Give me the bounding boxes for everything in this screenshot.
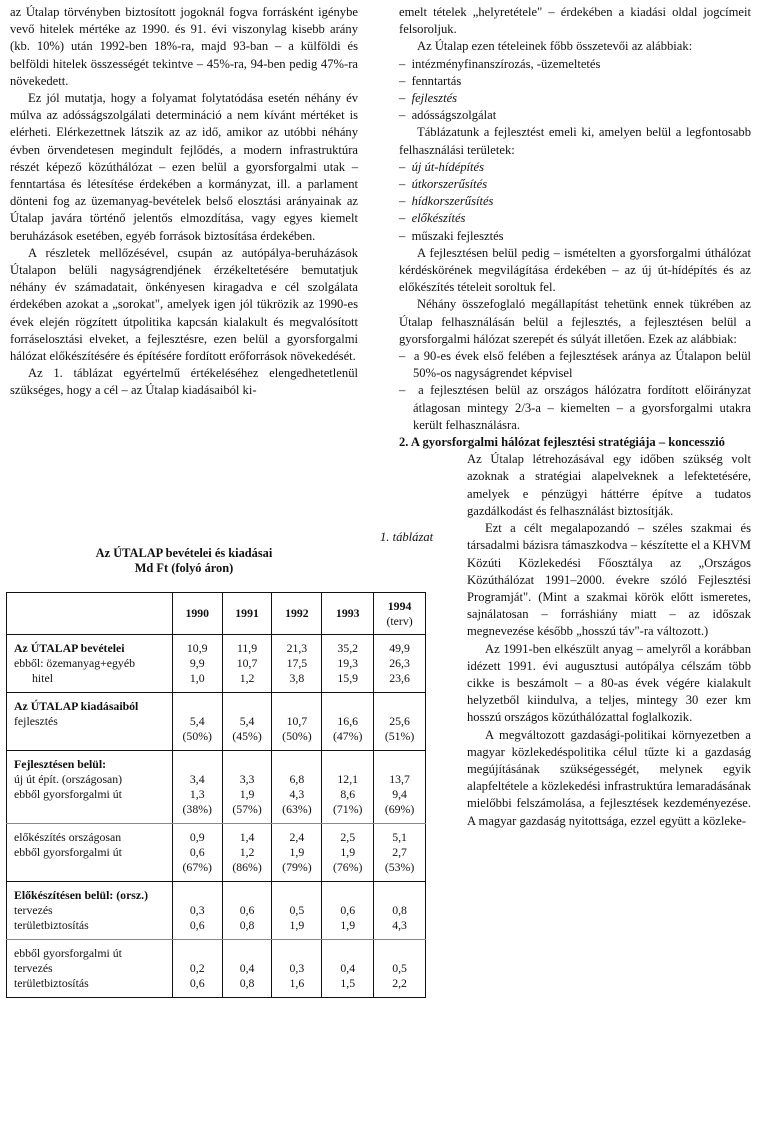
list-item: – útkorszerűsítés [399, 176, 751, 193]
cell-value: 0,8 [239, 976, 255, 990]
cell-value: 0,8 [392, 903, 407, 917]
value-cell [272, 882, 322, 940]
cell-value: 1,6 [289, 976, 305, 990]
value-cell [322, 693, 374, 751]
cell-value: 26,3 [389, 656, 410, 670]
cell-value [272, 946, 321, 961]
year-header-label: 1994 [387, 598, 412, 613]
value-cell [222, 882, 272, 940]
row-label: Az ÚTALAP bevételei [14, 641, 125, 655]
table-row [7, 693, 426, 751]
cell-value: 1,2 [239, 845, 255, 859]
value-cell [222, 824, 272, 882]
left-paragraph-2: Ez jól mutatja, hogy a folyamat folytatódása esetén néhány év múlva az adósságszolgálati determináció a nem kívánt mértéket is elérheti. Elérkezettnek látszik az az idő, amikor az utóbbi néhány évben örvendetesen megindult fejlődés, a modern infrastruktúra részét képező közúthálózat – ezen belül a gyorsforgalmi utak – fenntartása és létesítése érdekében a kormányzat, ill. a parlament dönteni fog az üzemanyag-bevételek belső elosztási arányainak az Útalap javára történő jelentős elmozdítása, vagy egyes kiemelt beruházások esetében, egyéb források biztosítása érdekében. [10, 91, 358, 243]
year-header: 1991 [222, 593, 272, 635]
row-label: ebből: özemanyag+egyéb [14, 656, 135, 670]
table-caption: 1. táblázat [380, 530, 434, 544]
table-body [7, 635, 426, 998]
cell-value: (86%) [232, 860, 262, 874]
cell-value: 11,9 [236, 641, 258, 655]
row-label-cell [7, 693, 173, 751]
cell-value: 21,3 [286, 641, 308, 655]
value-cell [172, 824, 222, 882]
cell-value: (53%) [384, 860, 415, 874]
table-title-line-2: Md Ft (folyó áron) [134, 561, 234, 575]
right-paragraph-7: Ezt a célt megalapozandó – széles szakmai és társadalmi bázisra támaszkodva – készítette el a KHVM Közúti Közlekedési Főosztálya az „Országos Közúthálózat 1991–2000. évekre szóló Fejlesztési Programját". (Mint a szakmai körök előtt ismeretes, sajnálatosan – forráshiány miatt – az időszak megnevezése később „hosszú táv"-ra változott.) [467, 521, 751, 639]
cell-value: 9,9 [189, 656, 205, 670]
expense-items-list [399, 56, 751, 125]
cell-value: (38%) [182, 802, 212, 816]
value-cell [272, 824, 322, 882]
cell-value: 1,9 [239, 787, 255, 801]
cell-value: 0,6 [340, 903, 356, 917]
row-label: előkészítés országosan [14, 830, 122, 844]
cell-value [374, 946, 425, 961]
year-header: 1990 [172, 593, 222, 635]
cell-value: 19,3 [337, 656, 359, 670]
cell-value: 0,2 [189, 961, 205, 975]
cell-value: (57%) [232, 802, 262, 816]
right-paragraph-3: Táblázatunk a fejlesztést emeli ki, amelyen belül a legfontosabb felhasználási területek: [399, 125, 751, 157]
cell-value: 13,7 [389, 772, 410, 786]
row-label: fejlesztés [14, 714, 58, 728]
year-header: 1992 [272, 593, 322, 635]
cell-value: 5,1 [392, 830, 407, 844]
cell-value: 10,7 [236, 656, 258, 670]
value-cell [374, 882, 426, 940]
cell-value: 4,3 [289, 787, 305, 801]
cell-value: 6,8 [289, 772, 305, 786]
cell-value [272, 757, 321, 772]
value-cell [222, 940, 272, 998]
list-item: – adósságszolgálat [399, 107, 751, 124]
value-cell [322, 882, 374, 940]
cell-value: 49,9 [389, 641, 410, 655]
cell-value [223, 888, 272, 903]
right-paragraph-6: Az Útalap létrehozásával egy időben szükség volt azoknak a stratégiai alapelveknek a lefektetésére, amelyek e pénzügyi háttérre építve a tudatos gazdálkodást és felhasználást biztosítják. [467, 452, 751, 518]
value-cell [322, 940, 374, 998]
cell-value [374, 888, 425, 903]
value-cell [322, 824, 374, 882]
table-row [7, 751, 426, 824]
row-label: ebből gyorsforgalmi út [14, 845, 122, 859]
row-label-cell [7, 751, 173, 824]
cell-value: 5,4 [239, 714, 255, 728]
list-item: – a fejlesztésen belül az országos hálózatra fordított előirányzat átlagosan mintegy 2/3-a – kiemelten – a gyorsforgalmi utakra került felhasználásra. [399, 382, 751, 434]
cell-value: (47%) [332, 729, 363, 743]
left-column [10, 4, 358, 400]
right-paragraph-8: Az 1991-ben elkészült anyag – amelyről a korábban idézett 1991. évi augusztusi autópálya célszám több cikke is beszámolt – a 80-as évek végére kialakult helyzetből kiindulva, a teljes, mintegy 30 ezer km hosszú országos közúthálózattal foglalkozik. [467, 641, 751, 725]
cell-value [223, 757, 272, 772]
value-cell [172, 635, 222, 693]
cell-value: 1,4 [239, 830, 255, 844]
list-item: – hídkorszerűsítés [399, 193, 751, 210]
left-paragraph-1: az Útalap törvényben biztosított jogoknál fogva forrásként igénybe vevő hitelek mértéke az 1990. és 91. évi viszonylag kisebb arány (kb. 10%) után 1992-ben 18%-ra, majd 93-ban – a külföldi és belföldi hitelek összességét tekintve – 45%-ra, 94-ben pedig 47%-ra növekedett. [10, 5, 358, 88]
cell-value: 1,9 [340, 845, 356, 859]
budget-table [6, 592, 426, 998]
cell-value: 16,6 [337, 714, 359, 728]
cell-value: 2,7 [392, 845, 407, 859]
row-label: Fejlesztésen belül: [14, 757, 107, 771]
findings-list [399, 348, 751, 434]
header-blank-cell [7, 593, 173, 635]
cell-value [173, 946, 222, 961]
row-label: területbiztosítás [14, 918, 89, 932]
row-label-cell [7, 940, 173, 998]
cell-value: 23,6 [389, 671, 410, 685]
cell-value: 1,5 [340, 976, 356, 990]
cell-value: 0,4 [239, 961, 255, 975]
cell-value [322, 699, 373, 714]
row-label: új út épít. (országosan) [14, 772, 123, 786]
cell-value [173, 699, 222, 714]
table-row [7, 882, 426, 940]
cell-value: 4,3 [392, 918, 407, 932]
cell-value: 1,9 [289, 845, 305, 859]
cell-value: 8,6 [340, 787, 356, 801]
list-item: – fejlesztés [399, 90, 751, 107]
list-item: – új út-hídépítés [399, 159, 751, 176]
right-paragraph-2: Az Útalap ezen tételeinek főbb összetevői az alábbiak: [417, 39, 693, 54]
right-paragraph-5: Néhány összefoglaló megállapítást tehetünk ennek tükrében az Útalap felhasználásán belül a fejlesztés, a fejlesztésen belül a gyorsforgalmi hálózat szerepét és súlyát illetően. Ezek az alábbiak: [399, 297, 751, 346]
list-item: – a 90-es évek első felében a fejlesztések aránya az Útalapon belül 50%-os nagyságrendet képvisel [399, 348, 751, 382]
row-label-cell [7, 635, 173, 693]
value-cell [172, 940, 222, 998]
table-title [10, 546, 358, 576]
cell-value [223, 946, 272, 961]
list-item: – intézményfinanszírozás, -üzemeltetés [399, 56, 751, 73]
cell-value: 1,0 [189, 671, 205, 685]
cell-value: 10,7 [286, 714, 308, 728]
value-cell [272, 751, 322, 824]
cell-value: (71%) [332, 802, 363, 816]
row-label-cell [7, 882, 173, 940]
right-section-body [399, 451, 751, 829]
cell-value: 15,9 [337, 671, 359, 685]
value-cell [374, 751, 426, 824]
row-label: Előkészítésen belül: (orsz.) [14, 888, 149, 902]
cell-value: (79%) [282, 860, 312, 874]
cell-value: (69%) [384, 802, 415, 816]
cell-value [173, 888, 222, 903]
year-header-note: (terv) [386, 613, 413, 628]
value-cell [322, 635, 374, 693]
cell-value: 3,3 [239, 772, 255, 786]
value-cell [374, 824, 426, 882]
cell-value: (50%) [182, 729, 212, 743]
row-label: tervezés [14, 961, 53, 975]
cell-value: (67%) [182, 860, 212, 874]
cell-value: 2,2 [392, 976, 407, 990]
left-paragraph-4: Az 1. táblázat egyértelmű értékeléséhez elengedhetetlenül szükséges, hogy a cél – az Útalap kiadásaiból ki- [10, 366, 358, 398]
row-label [14, 802, 168, 817]
value-cell [172, 882, 222, 940]
cell-value: 12,1 [337, 772, 359, 786]
cell-value [322, 946, 373, 961]
value-cell [272, 635, 322, 693]
section-heading: 2. A gyorsforgalmi hálózat fejlesztési stratégiája – koncesszió [399, 435, 725, 450]
cell-value: 2,5 [340, 830, 356, 844]
cell-value: 0,6 [189, 918, 205, 932]
row-label: területbiztosítás [14, 976, 89, 990]
cell-value [223, 699, 272, 714]
cell-value: 3,8 [289, 671, 305, 685]
cell-value: 0,9 [189, 830, 205, 844]
cell-value: (63%) [282, 802, 312, 816]
row-label [14, 860, 168, 875]
cell-value: 3,4 [189, 772, 205, 786]
cell-value: 0,6 [189, 845, 205, 859]
list-item: – előkészítés [399, 210, 751, 227]
list-item: – fenntartás [399, 73, 751, 90]
row-label: Az ÚTALAP kiadásaiból [14, 699, 139, 713]
cell-value: 0,3 [189, 903, 205, 917]
cell-value: 2,4 [289, 830, 305, 844]
year-header: 1993 [322, 593, 374, 635]
cell-value: 35,2 [337, 641, 359, 655]
cell-value: (50%) [282, 729, 312, 743]
list-item: – műszaki fejlesztés [399, 228, 751, 245]
value-cell [172, 751, 222, 824]
value-cell [172, 693, 222, 751]
cell-value: 17,5 [286, 656, 308, 670]
cell-value [322, 757, 373, 772]
cell-value: 0,6 [189, 976, 205, 990]
cell-value: 10,9 [186, 641, 208, 655]
cell-value [374, 699, 425, 714]
row-label: tervezés [14, 903, 53, 917]
year-header [374, 593, 426, 635]
value-cell [374, 693, 426, 751]
right-column [399, 4, 751, 830]
row-label [14, 729, 168, 744]
table-row [7, 940, 426, 998]
cell-value: (76%) [332, 860, 363, 874]
cell-value: 25,6 [389, 714, 410, 728]
cell-value [173, 757, 222, 772]
cell-value: 0,6 [239, 903, 255, 917]
cell-value [272, 888, 321, 903]
value-cell [374, 940, 426, 998]
cell-value: (51%) [384, 729, 415, 743]
cell-value: 0,8 [239, 918, 255, 932]
table-title-line-1: Az ÚTALAP bevételei és kiadásai [95, 546, 273, 560]
right-paragraph-9: A megváltozott gazdasági-politikai környezetben a magyar közlekedéspolitika célul tűzte ki a gazdaság megújításának szükségességét, melynek egyik alapfeltétele a közlekedési infrastruktúra lemaradásának mielőbbi felszámolása, a fejlesztések kezdeményezése. A magyar gazdaság nyitottsága, ezzel együtt a közleke- [467, 727, 751, 828]
row-label: hitel [32, 671, 53, 685]
table-row [7, 635, 426, 693]
value-cell [222, 751, 272, 824]
cell-value [322, 888, 373, 903]
value-cell [222, 693, 272, 751]
value-cell [322, 751, 374, 824]
cell-value: 1,3 [189, 787, 205, 801]
cell-value: 1,2 [239, 671, 255, 685]
cell-value: 0,5 [392, 961, 407, 975]
cell-value: 0,4 [340, 961, 356, 975]
row-label: ebből gyorsforgalmi út [14, 946, 122, 960]
cell-value: 0,5 [289, 903, 305, 917]
value-cell [222, 635, 272, 693]
value-cell [374, 635, 426, 693]
right-paragraph-1: emelt tételek „helyretétele" – érdekében a kiadási oldal jogcímeit felsoroljuk. [399, 5, 751, 37]
development-areas-list [399, 159, 751, 245]
cell-value: (45%) [232, 729, 262, 743]
left-paragraph-3: A részletek mellőzésével, csupán az autópálya-beruházások Útalapon belüli nagyságrendjének érzékeltetésére bemutatjuk néhány év számadatait, önkényesen kiragadva e cél szolgálata érdekében azokat a „sorokat", amelyek igen jól tükrözik az 1990-es évek elején rögzített útpolitika kapcsán kialakult és megvalósított forráselosztási elveket, a fejlesztésre, ezen belül a gyorsforgalmi hálózat előkészítésére és építésére fordított erőforrások növekedését. [10, 245, 358, 364]
value-cell [272, 693, 322, 751]
value-cell [272, 940, 322, 998]
cell-value: 9,4 [392, 787, 407, 801]
right-paragraph-4: A fejlesztésen belül pedig – ismételten a gyorsforgalmi úthálózat kérdéskörének megvilágítása érdekében – az új út-hídépítés és az előkészítés tételeit soroltuk fel. [399, 245, 751, 295]
table-row [7, 824, 426, 882]
cell-value: 5,4 [189, 714, 205, 728]
cell-value: 1,9 [340, 918, 356, 932]
row-label-cell [7, 824, 173, 882]
cell-value [272, 699, 321, 714]
cell-value: 0,3 [289, 961, 305, 975]
cell-value: 1,9 [289, 918, 305, 932]
row-label: ebből gyorsforgalmi út [14, 787, 122, 801]
cell-value [374, 757, 425, 772]
